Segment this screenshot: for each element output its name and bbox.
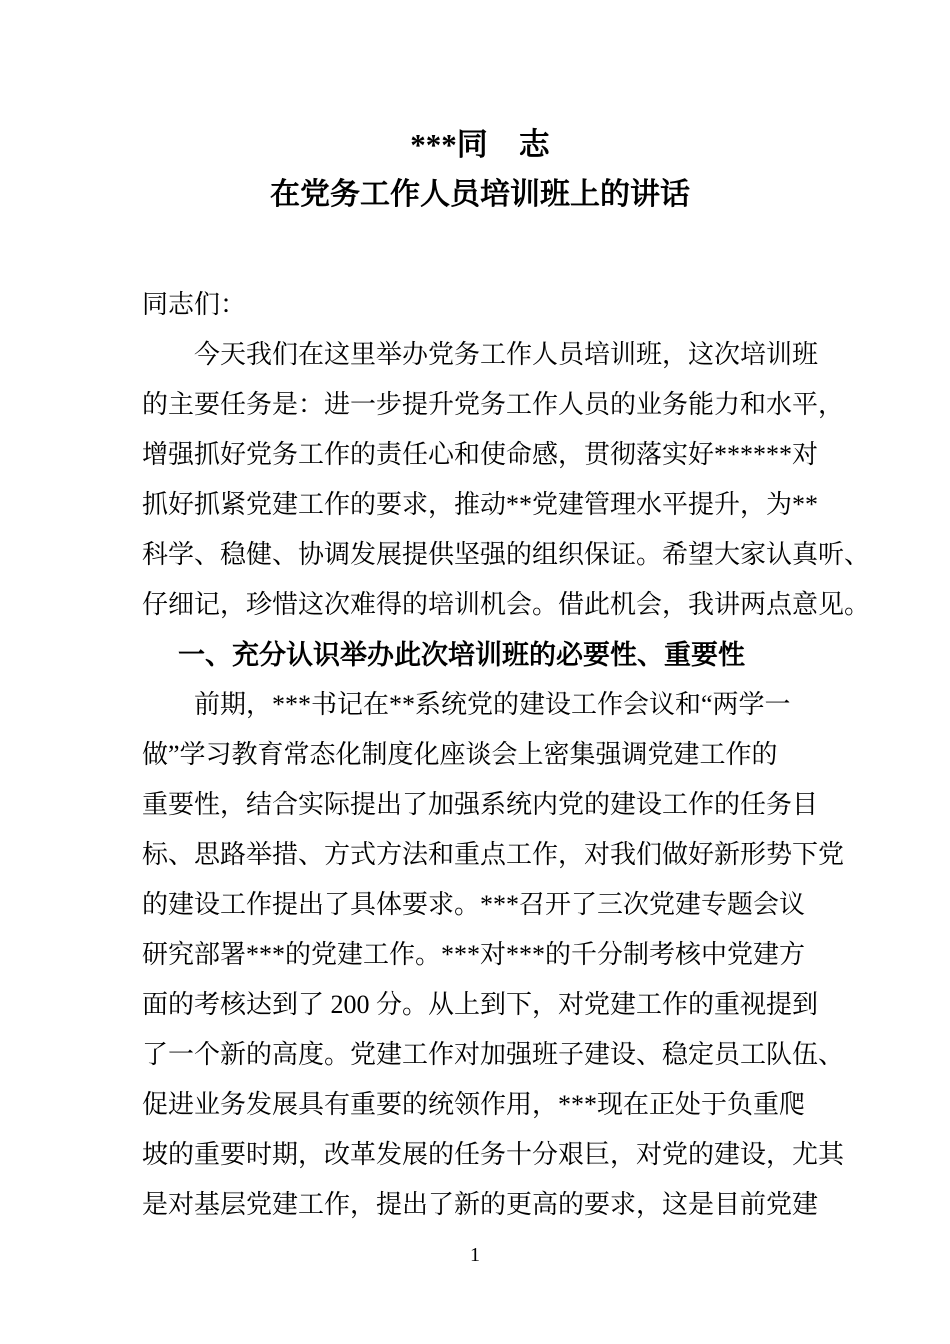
title-body-spacer <box>142 220 818 280</box>
paragraph1-line: 今天我们在这里举办党务工作人员培训班，这次培训班 <box>194 340 819 369</box>
paragraph2-line: 前期，***书记在**系统党的建设工作会议和“两学一 <box>194 690 791 719</box>
document-title-line2: 在党务工作人员培训班上的讲话 <box>270 178 690 211</box>
paragraph1-line: 的主要任务是：进一步提升党务工作人员的业务能力和水平， <box>142 390 845 419</box>
paragraph2-line: 做”学习教育常态化制度化座谈会上密集强调党建工作的 <box>142 740 778 769</box>
paragraph2-line: 重要性，结合实际提出了加强系统内党的建设工作的任务目 <box>142 790 819 819</box>
paragraph1-line: 抓好抓紧党建工作的要求，推动**党建管理水平提升，为** <box>142 490 819 519</box>
paragraph2-line: 面的考核达到了 200 分。从上到下，对党建工作的重视提到 <box>142 990 819 1019</box>
paragraph2-line: 坡的重要时期，改革发展的任务十分艰巨，对党的建设，尤其 <box>142 1140 845 1169</box>
section1-heading: 一、充分认识举办此次培训班的必要性、重要性 <box>178 640 745 670</box>
paragraph1-line: 科学、稳健、协调发展提供坚强的组织保证。希望大家认真听、 <box>142 540 871 569</box>
paragraph2-line: 标、思路举措、方式方法和重点工作，对我们做好新形势下党 <box>142 840 845 869</box>
salutation: 同志们： <box>142 290 247 319</box>
paragraph2-line: 了一个新的高度。党建工作对加强班子建设、稳定员工队伍、 <box>142 1040 845 1069</box>
paragraph1-line: 仔细记，珍惜这次难得的培训机会。借此机会，我讲两点意见。 <box>142 590 871 619</box>
paragraph2-line: 促进业务发展具有重要的统领作用，***现在正处于负重爬 <box>142 1090 806 1119</box>
document-title-line1: ***同 志 <box>410 127 550 162</box>
document-content <box>142 120 871 1230</box>
page-number: 1 <box>470 1244 480 1266</box>
paragraph2-line: 的建设工作提出了具体要求。***召开了三次党建专题会议 <box>142 890 806 919</box>
paragraph2-line: 是对基层党建工作，提出了新的更高的要求，这是目前党建 <box>142 1190 819 1219</box>
paragraph2-line: 研究部署***的党建工作。***对***的千分制考核中党建方 <box>142 940 806 969</box>
paragraph1-line: 增强抓好党务工作的责任心和使命感，贯彻落实好******对 <box>142 440 819 469</box>
